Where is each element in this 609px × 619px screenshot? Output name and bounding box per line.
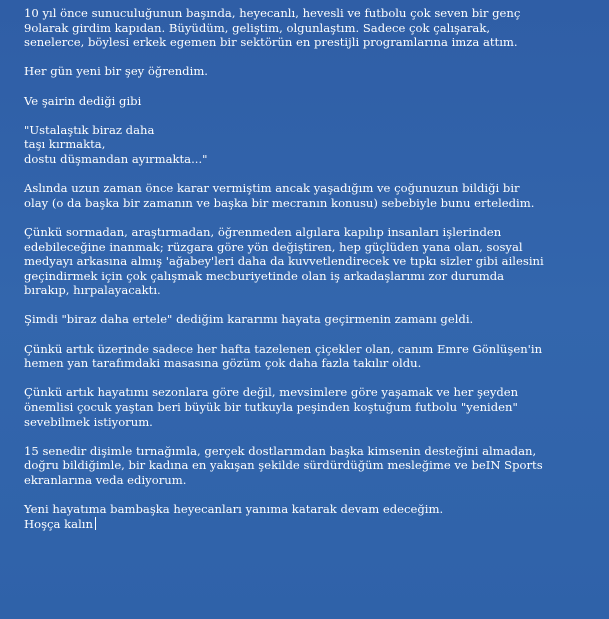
text-line: 15 senedir dişimle tırnağımla, gerçek dostlarımdan başka kimsenin desteğini almadan,	[24, 443, 537, 458]
text-line: ekranlarına veda ediyorum.	[24, 473, 187, 487]
paragraph-closing	[24, 502, 591, 531]
paragraph-intro	[24, 6, 591, 50]
text-line: geçindirmek için çok çalışmak mecburiyetinde olan iş arkadaşlarımı zor durumda	[24, 268, 505, 283]
signoff-line	[24, 517, 591, 532]
text-line: edebileceğine inanmak; rüzgara göre yön değiştiren, hep güçlüden yana olan, sosyal	[24, 239, 523, 254]
text-line: medyayı arkasına almış 'ağabey'leri daha da kuvvetlendirecek ve tıpkı sizler gibi ailesini	[24, 254, 544, 269]
text-line: Çünkü sormadan, araştırmadan, öğrenmeden algılara kapılıp insanları işlerinden	[24, 224, 502, 239]
text-line: sevebilmek istiyorum.	[24, 414, 153, 429]
paragraph-decision	[24, 181, 591, 210]
paragraph-learning	[24, 64, 591, 79]
text-line: olay (o da başka bir zamanın ve başka bir mecranın konusu) sebebiyle bunu erteledim.	[24, 195, 535, 210]
text-line: Ve şairin dediği gibi	[24, 93, 142, 108]
text-line: "Ustalaştık biraz daha	[24, 122, 155, 137]
text-line: Aslında uzun zaman önce karar vermiştim ancak yaşadığım ve çoğunuzun bildiği bir	[24, 181, 520, 196]
paragraph-reason	[24, 225, 591, 298]
paragraph-quote	[24, 123, 591, 167]
text-line: Çünkü artık üzerinde sadece her hafta tazelenen çiçekler olan, canım Emre Gönlüşen'in	[24, 341, 543, 356]
text-line: Yeni hayatıma bambaşka heyecanları yanıma katarak devam edeceğim.	[24, 502, 444, 517]
text-cursor	[95, 517, 96, 530]
text-line: taşı kırmakta,	[24, 137, 106, 152]
text-line: hemen yan tarafımdaki masasına gözüm çok daha fazla takılır oldu.	[24, 356, 422, 371]
paragraph-farewell	[24, 444, 591, 488]
text-line: önemlisi çocuk yaştan beri büyük bir tutkuyla peşinden koştuğum futbolu "yeniden"	[24, 400, 518, 415]
paragraph-seasons	[24, 385, 591, 429]
text-line: dostu düşmandan ayırmakta..."	[24, 151, 208, 166]
paragraph-now	[24, 312, 591, 327]
text-line: 9olarak girdim kapıdan. Büyüdüm, geliştim, olgunlaştım. Sadece çok çalışarak,	[24, 20, 491, 35]
paragraph-poet	[24, 94, 591, 109]
text-line: Şimdi "biraz daha ertele" dediğim kararımı hayata geçirmenin zamanı geldi.	[24, 312, 474, 327]
paragraph-emre	[24, 342, 591, 371]
text-line: doğru bildiğimle, bir kadına en yakışan şekilde sürdürdüğüm mesleğime ve beIN Sports	[24, 458, 543, 473]
signoff-text: Hoşça kalın	[24, 516, 93, 531]
text-line: bırakıp, hırpalayacaktı.	[24, 283, 161, 298]
text-line: senelerce, böylesi erkek egemen bir sektörün en prestijli programlarına imza attım.	[24, 35, 518, 50]
text-line: Çünkü artık hayatımı sezonlara göre değil, mevsimlere göre yaşamak ve her şeyden	[24, 385, 519, 400]
text-line: 10 yıl önce sunuculuğunun başında, heyecanlı, hevesli ve futbolu çok seven bir genç	[24, 6, 521, 20]
text-line: Her gün yeni bir şey öğrendim.	[24, 64, 208, 79]
